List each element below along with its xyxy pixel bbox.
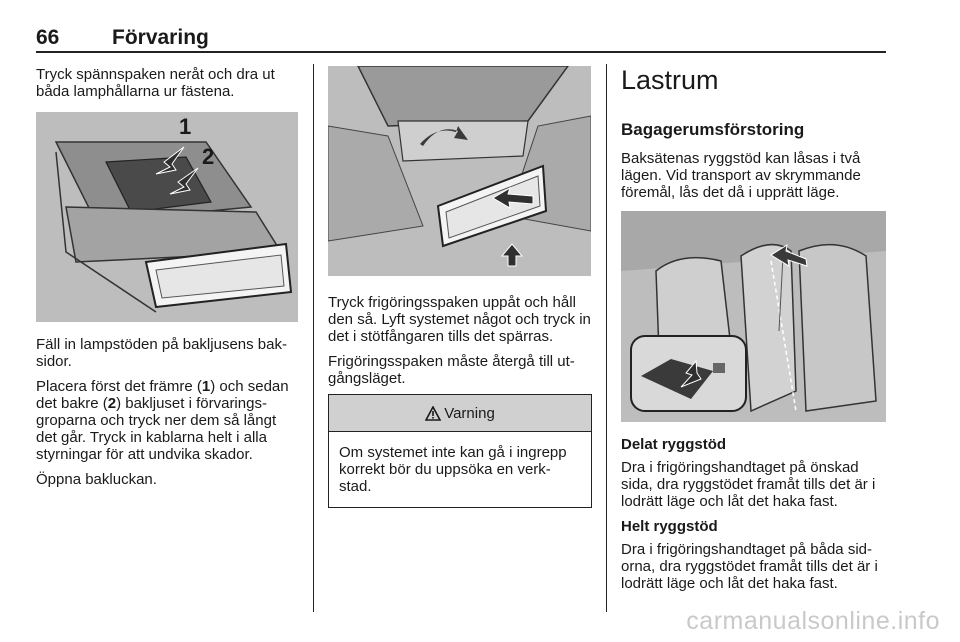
column-2-body	[328, 294, 593, 395]
chapter-heading: Lastrum	[621, 65, 719, 95]
full-backrest-text: Dra i frigöringshandtaget på båda sid-orna, dra ryggstödet framåt tills det är i lodrätt läge och låt det haka fast.	[621, 541, 878, 592]
subheading: Bagagerumsförstoring	[621, 120, 805, 139]
warning-title: Varning	[444, 404, 495, 422]
split-backrest-text: Dra i frigöringshandtaget på önskad sida, dra ryggstödet framåt tills det är i lodrätt läge och låt det haka fast.	[621, 459, 876, 510]
page-number: 66	[36, 26, 60, 49]
taillight-illustration	[36, 112, 298, 322]
column-divider-2	[606, 64, 607, 612]
split-backrest-title: Delat ryggstöd	[621, 436, 727, 453]
column-divider-1	[313, 64, 314, 612]
callout-1: 1	[179, 114, 192, 139]
bumper-illustration	[328, 66, 591, 276]
warning-triangle-icon	[425, 406, 441, 421]
warning-box	[328, 394, 592, 508]
warning-text: Om systemet inte kan gå i ingrepp korrekt bör du uppsöka en verk-stad.	[339, 444, 567, 495]
seat-figure	[621, 211, 886, 422]
full-backrest-title: Helt ryggstöd	[621, 518, 718, 535]
callout-2: 2	[202, 144, 215, 169]
column-1-body	[36, 336, 298, 496]
section-title: Förvaring	[112, 26, 209, 49]
header-rule	[36, 51, 886, 53]
taillight-figure	[36, 112, 298, 322]
bumper-figure	[328, 66, 591, 276]
intro-text: Tryck spännspaken neråt och dra ut båda lamphållarna ur fästena.	[36, 66, 275, 100]
instruction-paragraph-3: Öppna bakluckan.	[36, 471, 157, 488]
watermark: carmanualsonline.info	[686, 607, 940, 635]
lever-return-paragraph: Frigöringsspaken måste återgå till ut-gångsläget.	[328, 353, 575, 387]
warning-header	[329, 395, 591, 432]
rear-seat-illustration	[621, 211, 886, 422]
instruction-paragraph-1: Fäll in lampstöden på bakljusens bak-sidor.	[36, 336, 287, 370]
cargo-intro-text: Baksätenas ryggstöd kan låsas i två lägen. Vid transport av skrymmande föremål, lås det då i upprätt läge.	[621, 150, 861, 201]
instruction-paragraph-2: Placera först det främre (1) och sedan det bakre (2) bakljuset i förvarings-groparna och tryck ner dem så långt det går. Tryck in kablarna helt i alla styrningar för att undvika skador.	[36, 378, 289, 463]
release-lever-paragraph: Tryck frigöringsspaken uppåt och håll den så. Lyft systemet något och tryck in det i stötfångaren tills det spärras.	[328, 294, 591, 345]
